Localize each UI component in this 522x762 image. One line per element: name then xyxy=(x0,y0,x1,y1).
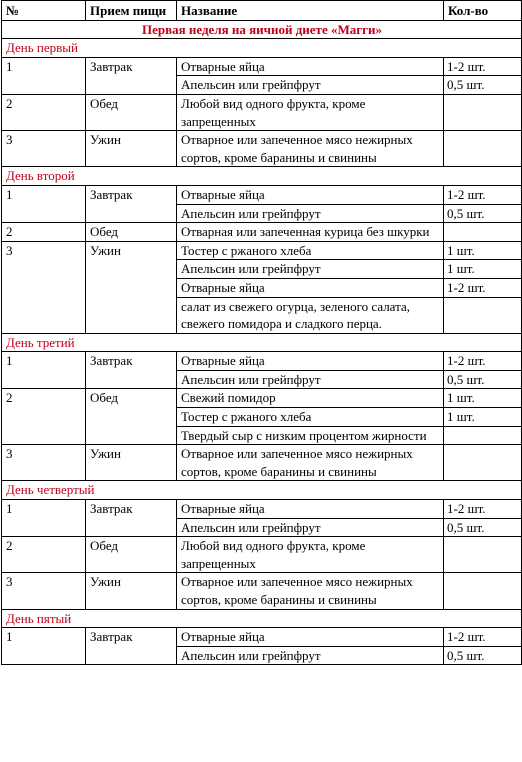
food-name: Отварные яйца xyxy=(177,628,444,647)
table-row xyxy=(2,241,522,260)
table-row xyxy=(2,389,522,408)
food-name: Апельсин или грейпфрут xyxy=(177,76,444,95)
food-quantity: 0,5 шт. xyxy=(444,76,522,95)
food-name: Тостер с ржаного хлеба xyxy=(177,408,444,427)
food-name: Отварное или запеченное мясо нежирных сортов, кроме баранины и свинины xyxy=(177,573,444,609)
food-name: салат из свежего огурца, зеленого салата, свежего помидора и сладкого перца. xyxy=(177,297,444,333)
food-name: Отварные яйца xyxy=(177,185,444,204)
meal-name: Обед xyxy=(86,537,177,573)
title-row xyxy=(2,20,522,39)
meal-name: Ужин xyxy=(86,241,177,333)
day-label: День первый xyxy=(2,39,522,58)
day-row xyxy=(2,481,522,500)
table-title: Первая неделя на яичной диете «Магги» xyxy=(2,20,522,39)
food-quantity xyxy=(444,297,522,333)
meal-name: Завтрак xyxy=(86,628,177,665)
food-quantity: 0,5 шт. xyxy=(444,646,522,665)
table-row xyxy=(2,57,522,76)
day-label: День пятый xyxy=(2,609,522,628)
food-name: Отварные яйца xyxy=(177,57,444,76)
table-row xyxy=(2,628,522,647)
food-name: Апельсин или грейпфрут xyxy=(177,260,444,279)
day-row xyxy=(2,609,522,628)
meal-name: Ужин xyxy=(86,573,177,609)
food-name: Апельсин или грейпфрут xyxy=(177,518,444,537)
meal-name: Завтрак xyxy=(86,185,177,222)
day-row xyxy=(2,167,522,186)
meal-name: Обед xyxy=(86,94,177,130)
meal-number: 2 xyxy=(2,537,86,573)
food-quantity: 1-2 шт. xyxy=(444,500,522,519)
table-row xyxy=(2,537,522,573)
header-num: № xyxy=(2,1,86,21)
meal-name: Завтрак xyxy=(86,500,177,537)
diet-table-body xyxy=(2,20,522,665)
food-quantity: 1-2 шт. xyxy=(444,628,522,647)
food-name: Отварные яйца xyxy=(177,278,444,297)
day-label: День второй xyxy=(2,167,522,186)
food-quantity xyxy=(444,537,522,573)
food-quantity xyxy=(444,223,522,242)
table-row xyxy=(2,573,522,609)
table-row xyxy=(2,223,522,242)
food-name: Любой вид одного фрукта, кроме запрещенных xyxy=(177,94,444,130)
food-quantity: 1 шт. xyxy=(444,241,522,260)
food-quantity xyxy=(444,426,522,445)
food-name: Отварные яйца xyxy=(177,352,444,371)
food-quantity: 1 шт. xyxy=(444,408,522,427)
table-row xyxy=(2,500,522,519)
food-quantity: 0,5 шт. xyxy=(444,370,522,389)
meal-name: Ужин xyxy=(86,131,177,167)
header-meal: Прием пищи xyxy=(86,1,177,21)
food-quantity: 1-2 шт. xyxy=(444,278,522,297)
meal-number: 2 xyxy=(2,223,86,242)
food-quantity xyxy=(444,131,522,167)
diet-table xyxy=(1,0,522,665)
table-row xyxy=(2,445,522,481)
meal-number: 3 xyxy=(2,241,86,333)
day-row xyxy=(2,333,522,352)
food-quantity: 1 шт. xyxy=(444,260,522,279)
food-name: Любой вид одного фрукта, кроме запрещенных xyxy=(177,537,444,573)
food-name: Апельсин или грейпфрут xyxy=(177,370,444,389)
meal-name: Завтрак xyxy=(86,352,177,389)
food-quantity: 1-2 шт. xyxy=(444,352,522,371)
food-name: Апельсин или грейпфрут xyxy=(177,646,444,665)
meal-number: 2 xyxy=(2,389,86,445)
table-row xyxy=(2,185,522,204)
food-name: Свежий помидор xyxy=(177,389,444,408)
food-name: Апельсин или грейпфрут xyxy=(177,204,444,223)
table-row xyxy=(2,352,522,371)
food-quantity xyxy=(444,573,522,609)
meal-number: 1 xyxy=(2,352,86,389)
meal-number: 1 xyxy=(2,57,86,94)
day-label: День четвертый xyxy=(2,481,522,500)
food-name: Отварные яйца xyxy=(177,500,444,519)
meal-number: 1 xyxy=(2,185,86,222)
meal-number: 1 xyxy=(2,500,86,537)
food-name: Отварное или запеченное мясо нежирных сортов, кроме баранины и свинины xyxy=(177,445,444,481)
food-quantity xyxy=(444,94,522,130)
food-name: Тостер с ржаного хлеба xyxy=(177,241,444,260)
meal-number: 3 xyxy=(2,445,86,481)
table-row xyxy=(2,94,522,130)
food-quantity: 1-2 шт. xyxy=(444,185,522,204)
meal-name: Обед xyxy=(86,223,177,242)
table-row xyxy=(2,131,522,167)
food-quantity xyxy=(444,445,522,481)
meal-number: 3 xyxy=(2,131,86,167)
meal-number: 3 xyxy=(2,573,86,609)
meal-name: Завтрак xyxy=(86,57,177,94)
food-name: Твердый сыр с низким процентом жирности xyxy=(177,426,444,445)
food-name: Отварное или запеченное мясо нежирных сортов, кроме баранины и свинины xyxy=(177,131,444,167)
food-quantity: 0,5 шт. xyxy=(444,518,522,537)
meal-name: Обед xyxy=(86,389,177,445)
day-label: День третий xyxy=(2,333,522,352)
header-row xyxy=(2,1,522,21)
food-quantity: 1 шт. xyxy=(444,389,522,408)
food-quantity: 1-2 шт. xyxy=(444,57,522,76)
meal-number: 1 xyxy=(2,628,86,665)
food-name: Отварная или запеченная курица без шкурки xyxy=(177,223,444,242)
day-row xyxy=(2,39,522,58)
food-quantity: 0,5 шт. xyxy=(444,204,522,223)
meal-number: 2 xyxy=(2,94,86,130)
header-qty: Кол-во xyxy=(444,1,522,21)
header-name: Название xyxy=(177,1,444,21)
meal-name: Ужин xyxy=(86,445,177,481)
